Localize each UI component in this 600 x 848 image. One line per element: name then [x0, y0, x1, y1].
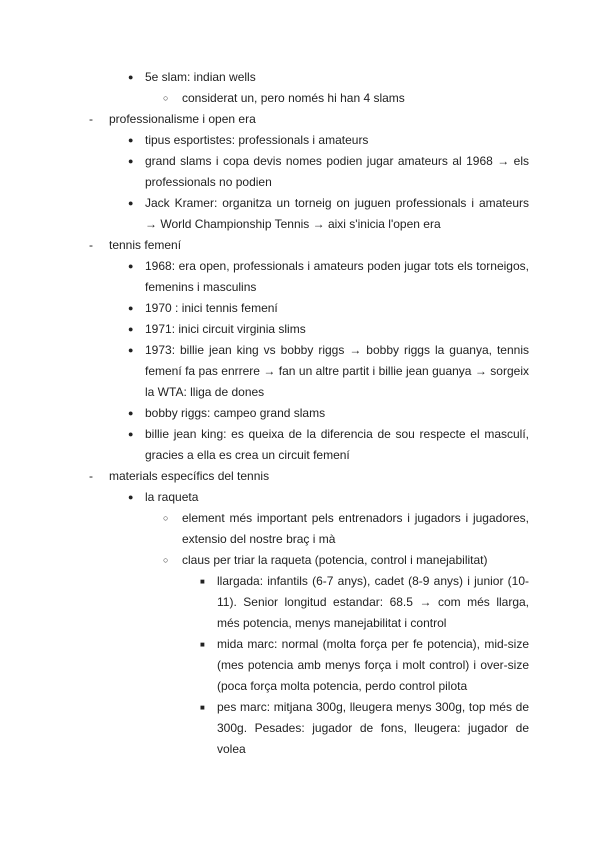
list-item: [0, 550, 600, 571]
list-item-text: 1971: inici circuit virginia slims: [145, 322, 306, 336]
bullet-square-icon: ■: [200, 577, 205, 586]
section-heading: [0, 466, 600, 487]
list-item: [0, 403, 600, 424]
list-item: [0, 340, 600, 403]
list-item: [0, 67, 600, 88]
bullet-disc-icon: ●: [128, 72, 134, 82]
list-item-text: Jack Kramer: organitza un torneig on juguen professionals i amateurs → World Championship Tennis → aixi s'inicia l'open era: [145, 196, 529, 231]
list-item: [0, 697, 600, 760]
list-item: [0, 298, 600, 319]
list-item: [0, 151, 600, 193]
list-item-text: 1968: era open, professionals i amateurs poden jugar tots els torneigos, femenins i masculins: [145, 259, 529, 294]
bullet-circle-icon: ○: [163, 93, 169, 103]
section-heading-text: professionalisme i open era: [109, 112, 256, 126]
list-item-text: claus per triar la raqueta (potencia, control i manejabilitat): [182, 553, 488, 567]
bullet-circle-icon: ○: [163, 555, 169, 565]
bullet-disc-icon: ●: [128, 492, 134, 502]
list-item-text: billie jean king: es queixa de la diferencia de sou respecte el masculí, gracies a ella es crea un circuit femení: [145, 427, 529, 462]
bullet-dash-icon: -: [89, 238, 93, 252]
list-item-text: llargada: infantils (6-7 anys), cadet (8-9 anys) i junior (10-11). Senior longitud estandar: 68.5 → com més llarga, més potencia, menys manejabilitat i control: [217, 574, 529, 630]
list-item: [0, 508, 600, 550]
bullet-square-icon: ■: [200, 703, 205, 712]
bullet-disc-icon: ●: [128, 345, 134, 355]
bullet-dash-icon: -: [89, 469, 93, 483]
bullet-disc-icon: ●: [128, 261, 134, 271]
bullet-disc-icon: ●: [128, 429, 134, 439]
list-item-text: grand slams i copa devis nomes podien jugar amateurs al 1968 → els professionals no podien: [145, 154, 529, 189]
list-item: [0, 487, 600, 508]
list-item-text: mida marc: normal (molta força per fe potencia), mid-size (mes potencia amb menys força i molt control) i over-size (poca força molta potencia, perdo control pilota: [217, 637, 529, 693]
list-item-text: considerat un, pero només hi han 4 slams: [182, 91, 405, 105]
section-heading: [0, 109, 600, 130]
list-item: [0, 256, 600, 298]
list-item-text: 5e slam: indian wells: [145, 70, 256, 84]
bullet-dash-icon: -: [89, 112, 93, 126]
list-item: [0, 571, 600, 634]
bullet-disc-icon: ●: [128, 156, 134, 166]
list-item-text: bobby riggs: campeo grand slams: [145, 406, 326, 420]
section-heading-text: tennis femení: [109, 238, 182, 252]
list-item-text: 1973: billie jean king vs bobby riggs → bobby riggs la guanya, tennis femení fa pas enrrere → fan un altre partit i billie jean guanya → sorgeix la WTA: lliga de dones: [145, 343, 529, 399]
list-item: [0, 319, 600, 340]
bullet-square-icon: ■: [200, 640, 205, 649]
list-item-text: la raqueta: [145, 490, 199, 504]
bullet-disc-icon: ●: [128, 408, 134, 418]
list-item: [0, 193, 600, 235]
list-item: [0, 88, 600, 109]
list-item-text: tipus esportistes: professionals i amateurs: [145, 133, 369, 147]
list-item: [0, 634, 600, 697]
bullet-disc-icon: ●: [128, 135, 134, 145]
bullet-disc-icon: ●: [128, 198, 134, 208]
list-item: [0, 130, 600, 151]
list-item-text: element més important pels entrenadors i jugadors i jugadores, extensio del nostre braç i mà: [182, 511, 529, 546]
list-item-text: 1970 : inici tennis femení: [145, 301, 278, 315]
section-heading: [0, 235, 600, 256]
bullet-circle-icon: ○: [163, 513, 169, 523]
bullet-disc-icon: ●: [128, 324, 134, 334]
document-page: [0, 67, 600, 760]
section-heading-text: materials específics del tennis: [109, 469, 270, 483]
bullet-disc-icon: ●: [128, 303, 134, 313]
list-item-text: pes marc: mitjana 300g, lleugera menys 300g, top més de 300g. Pesades: jugador de fons, lleugera: jugador de volea: [217, 700, 529, 756]
list-item: [0, 424, 600, 466]
